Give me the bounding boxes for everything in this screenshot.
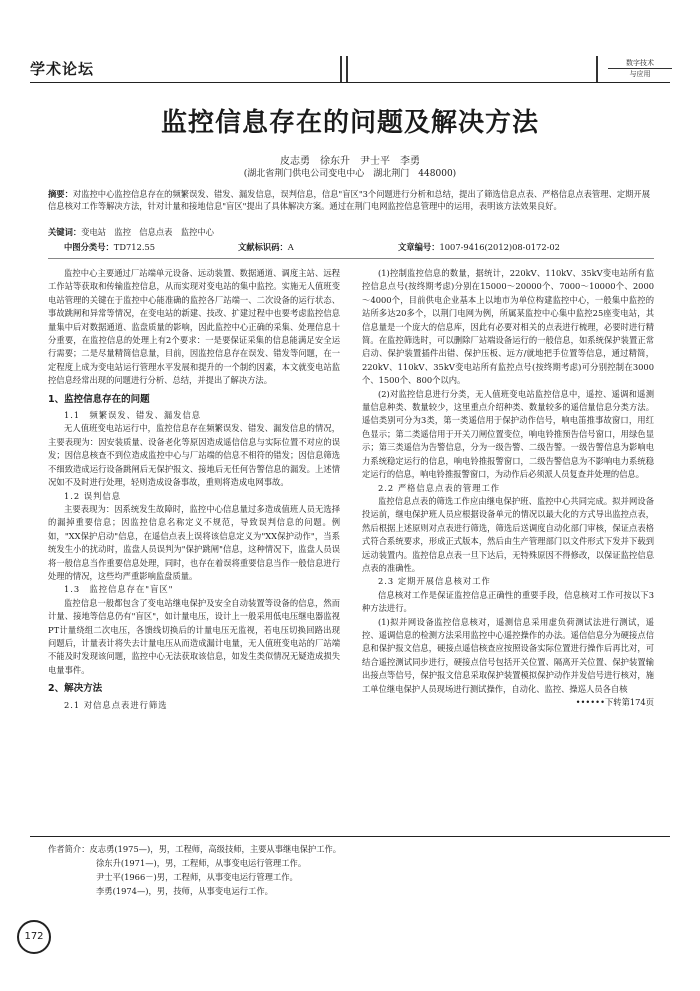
- author-notes-label: 作者简介：: [48, 844, 90, 854]
- subsection-heading: 1.3 监控信息存在"盲区": [64, 584, 174, 595]
- section-heading: 1、监控信息存在的问题: [48, 393, 150, 405]
- body-paragraph: 监控中心主要通过厂站端单元设备、远动装置、数据通道、调度主站、远程工作站等获取和传输监控信息，从而实现对变电站的集中监控。实施无人值班变电站管理的关键在于监控中心能准确的监控各厂站端一、二次设备的运行状态、事故跳闸和异常等情况，在变电站的新建、技改、扩建过程中也要考虑监控信息量集中后对数据通道、监盘质量的影响，因此监控中心正确的采集、处理信息十分重要，在监控信息的处理上有2个要求：一是要保证采集的信息能满足安全运行需要；二是尽量精简信息量，目前，因监控信息存在误发、错发等问题，在一定程度上成为变电站运行管理水平发展和提升的一个制约因素，本文就变电站监控信息经常出现的问题进行分析、总结，并提出了解决方法。: [48, 268, 340, 386]
- clc-number: [64, 241, 155, 253]
- section-label: 学术论坛: [30, 60, 95, 78]
- header-rule: [30, 82, 670, 83]
- keywords: [48, 226, 214, 238]
- body-paragraph: (2)对监控信息进行分类，无人值班变电站监控信息中，遥控、遥调和遥测量信息种类、数量较少，这里重点介绍种类、数量较多的遥信量信息分类方法。遥信类别可分为3类，第一类遥信用于保护动作信号，响电笛推事故窗口，用红色显示；第二类遥信用于开关刀闸位置变位，响电铃推预告信号窗口，用绿色显示；第三类遥信为告警信息，分为一级告警、二级告警。一级告警信息为影响电力系统稳定运行的信息，响电铃推报警窗口，二级告警信息为不影响电力系统稳定运行的信息，响电铃推报警窗口，为动作后必须派人员复查并处理的信息。: [362, 388, 654, 480]
- body-paragraph: (1)拟并网设备监控信息核对，遥测信息采用虚负荷测试法进行测试，遥控、遥调信息的检测方法采用监控中心遥控操作的办法。遥信信息分为硬接点信息和保护报文信息，硬接点遥信核查应按照设备实际位置进行操作后再比对，可结合遥控测试同步进行，硬接点信号包括开关位置、隔离开关位置、保护装置输出接点等信号，保护报文信息采取保护装置模拟保护动作并发信号进行核对，施工单位继电保护人员现场进行测试操作，自动化、监控、操巡人员各自核: [362, 616, 654, 694]
- footnote-rule: [30, 836, 670, 837]
- continuation-note: ••••••下转第174页: [575, 697, 654, 707]
- document-code: [238, 241, 294, 253]
- journal-logo: [608, 58, 672, 79]
- body-paragraph: 监控信息一般都包含了变电站继电保护及安全自动装置等设备的信息，然而计量、接地等信息仍有"盲区"，如计量电压，设计上一般采用低电压继电器监视PT计量绕组二次电压，各馈线切换后的计量电压无监视，若电压切换回路出现问题后，计量表计将失去计量电压从而造成漏计电量，无人值班变电站的厂站端不能及时发现该问题，监控中心无法获取该信息，如发生类似情况无疑造成损失电量事件。: [48, 597, 340, 675]
- clc-value: TD712.55: [113, 242, 156, 252]
- body-paragraph: 主要表现为：因系统发生故障时，监控中心信息量过多造成值班人员无选择的漏掉重要信息；因监控信息名称定义不规范，导致误判信息的问题。例如，"XX保护启动"信息，在遥信点表上误将该信息定义为"XX保护动作"，当系统发生小的扰动时，监盘人员误判为"保护跳闸"信息，这种情况下，监盘人员误将一般信息当作重要信息处理，同时，也存在着误将重要信息当作一般信息进行处理的情况，这些均严重影响监盘质量。: [48, 503, 340, 581]
- id-label: 文章编号：: [398, 242, 440, 252]
- subsection-heading: 1.2 误判信息: [64, 490, 122, 501]
- header-divider-bar: [346, 56, 348, 82]
- body-paragraph: (1)控制监控信息的数量，据统计，220kV、110kV、35kV变电站所有监控信息点号(按终期考虑)分别在15000～20000个、7000～10000个、2000～4000个，目前供电企业基本上以地市为单位构建监控中心，一般集中监控的站所多达20多个，以荆门电网为例，所属某监控中心集中监控25座变电站，其信息量是一个庞大的信息库，因此有必要对相关的点表进行梳理，必要时进行精简。在监控筛选时，可以删除厂站端设备运行的一般信息，如系统保护装置正常启动、保护装置插件出错、保护压板、远方/就地把手位置等信息，通过精简，220kV、110kV、35kV变电站所有监控点号(按终期考虑)可分别控制在3000个、1500个、800个以内。: [362, 268, 654, 386]
- author-note-line: 尹士平(1966－)男，工程师，从事变电运行管理工作。: [96, 872, 298, 882]
- author-note-line: 皮志勇(1975—)，男，工程师，高级技师，主要从事继电保护工作。: [89, 844, 342, 854]
- abstract-text: 对监控中心监控信息存在的频繁误发、错发、漏发信息，误判信息，信息"盲区"3个问题进行分析和总结，提出了筛选信息点表、严格信息点表管理、定期开展信息核对工作等解决方法，针对计量和接地信息"盲区"提出了具体解决方案。通过在荆门电网监控信息管理中的运用，表明该方法效果良好。: [48, 189, 651, 211]
- meta-rule: [48, 258, 654, 259]
- article-number: [398, 241, 560, 253]
- doc-label: 文献标识码：: [238, 242, 288, 252]
- body-column-left: [48, 267, 340, 712]
- clc-label: 中图分类号：: [64, 242, 114, 252]
- id-value: 1007-9416(2012)08-0172-02: [439, 242, 560, 252]
- affiliation: (湖北省荆门供电公司变电中心 湖北荆门 448000): [243, 169, 457, 179]
- section-heading: 2、解决方法: [48, 683, 103, 695]
- author-notes: [48, 842, 341, 898]
- logo-line-1: 数字技术: [608, 58, 672, 69]
- author-list: 皮志勇 徐东升 尹士平 李勇: [280, 156, 420, 167]
- subsection-heading: 2.1 对信息点表进行筛选: [64, 699, 168, 710]
- body-paragraph: 信息核对工作是保证监控信息正确性的重要手段，信息核对工作可按以下3种方法进行。: [362, 589, 654, 614]
- logo-line-2: 与应用: [629, 70, 651, 78]
- subsection-heading: 2.3 定期开展信息核对工作: [378, 576, 491, 587]
- article-title: 监控信息存在的问题及解决方法: [160, 108, 539, 138]
- page-number: 172: [17, 920, 51, 954]
- author-note-line: 徐东升(1971—)，男，工程师，从事变电运行管理工作。: [96, 858, 307, 868]
- keywords-label: 关键词：: [48, 227, 82, 237]
- abstract-label: 摘要：: [48, 189, 73, 199]
- subsection-heading: 1.1 频繁误发、错发、漏发信息: [64, 410, 202, 421]
- author-note-line: 李勇(1974—)，男，技师，从事变电运行工作。: [96, 886, 273, 896]
- doc-value: A: [287, 242, 294, 252]
- header-divider-bar: [340, 56, 342, 82]
- subsection-heading: 2.2 严格信息点表的管理工作: [378, 482, 501, 493]
- body-column-right: [362, 267, 654, 709]
- body-paragraph: 监控信息点表的筛选工作应由继电保护班、监控中心共同完成。拟并网设备投运前，继电保护班人员应根据设备单元的情况以最大化的方式导出监控点表，然后根据上述原则对点表进行筛选，筛选后送调度自动化部门审核，保证点表格式符合系统要求，形成正式版本，然后由生产管理部门以文件形式下发并下载到远动装置内。监控信息点表一旦下达后，无特殊原因不得修改，以保证监控信息点表的准确性。: [362, 495, 654, 573]
- keywords-text: 变电站 监控 信息点表 监控中心: [81, 227, 214, 237]
- body-paragraph: 无人值班变电站运行中，监控信息存在频繁误发、错发、漏发信息的情况，主要表现为：因安装质量、设备老化等原因造成遥信信息与实际位置不对应的误发；因信息核查不到位造成监控中心与厂站端的信息不相符的错发；因信息筛选不细致造成运行设备跳闸后无保护报文、接地后无任何告警信息的漏发。上述情况如不及时进行处理，轻则造成设备事故，重则将造成电网事故。: [48, 423, 340, 488]
- abstract: [48, 188, 654, 212]
- header-divider-bar: [596, 56, 598, 82]
